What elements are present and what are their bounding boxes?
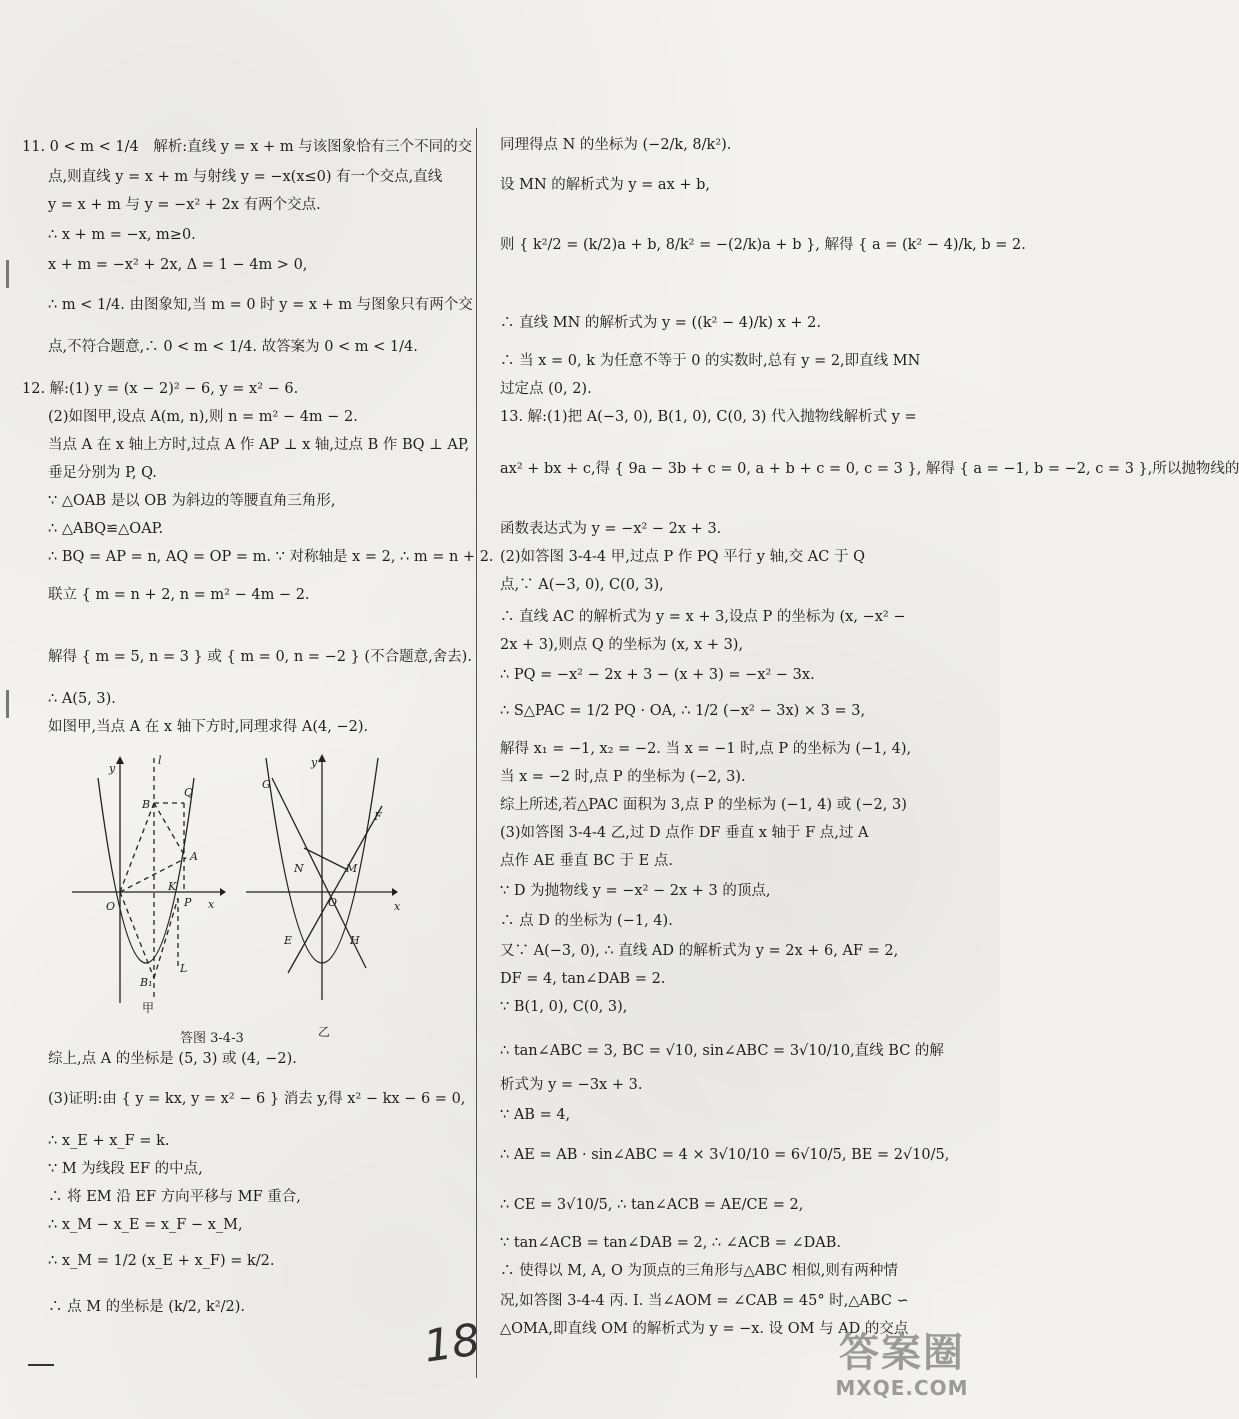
segment-OB1	[120, 892, 154, 978]
text-line: 过定点 (0, 2).	[500, 381, 592, 397]
text-line: ∴ x + m = −x, m≥0.	[48, 227, 196, 243]
text-line: ∵ M 为线段 EF 的中点,	[48, 1161, 203, 1177]
text-line: ∵ D 为抛物线 y = −x² − 2x + 3 的顶点,	[500, 883, 771, 899]
x-axis-arrow	[392, 888, 398, 896]
text-line: ∴ 直线 MN 的解析式为 y = ((k² − 4)/k) x + 2.	[500, 315, 822, 331]
segment-B1A	[154, 898, 178, 978]
label-L: L	[180, 962, 188, 975]
text-line: DF = 4, tan∠DAB = 2.	[500, 971, 666, 987]
text-line: 点作 AE 垂直 BC 于 E 点.	[500, 853, 673, 869]
label-yi: 乙	[318, 1025, 331, 1039]
text-line: ∴ S△PAC = 1/2 PQ · OA, ∴ 1/2 (−x² − 3x) × 3 = 3,	[500, 703, 866, 719]
text-line: 12. 解:(1) y = (x − 2)² − 6, y = x² − 6.	[22, 381, 299, 397]
margin-mark	[6, 690, 9, 718]
text-line: ∴ AE = AB · sin∠ABC = 4 × 3√10/10 = 6√10/5, BE = 2√10/5,	[500, 1147, 950, 1163]
label-Q: Q	[184, 786, 194, 799]
label-x: x	[394, 900, 401, 913]
label-B: B	[142, 798, 151, 811]
margin-mark	[6, 260, 9, 288]
segment-BA	[154, 803, 186, 858]
text-line: ∴ 点 D 的坐标为 (−1, 4).	[500, 913, 673, 929]
text-line: 综上所述,若△PAC 面积为 3,点 P 的坐标为 (−1, 4) 或 (−2, 3)	[500, 797, 907, 813]
label-A: A	[190, 850, 198, 863]
text-line: 则 { k²/2 = (k/2)a + b, 8/k² = −(2/k)a + b }, 解得 { a = (k² − 4)/k, b = 2.	[500, 237, 1026, 253]
label-jia: 甲	[142, 1001, 155, 1015]
text-line: ∴ PQ = −x² − 2x + 3 − (x + 3) = −x² − 3x.	[500, 667, 815, 683]
text-line: 联立 { m = n + 2, n = m² − 4m − 2.	[48, 587, 310, 603]
text-line: 垂足分别为 P, Q.	[48, 465, 157, 481]
text-line: 如图甲,当点 A 在 x 轴下方时,同理求得 A(4, −2).	[48, 719, 369, 735]
text-line: ∴ 当 x = 0, k 为任意不等于 0 的实数时,总有 y = 2,即直线 MN	[500, 353, 921, 369]
label-N: N	[294, 862, 304, 875]
text-line: ∵ tan∠ACB = tan∠DAB = 2, ∴ ∠ACB = ∠DAB.	[500, 1235, 841, 1251]
text-line: ∴ m < 1/4. 由图象知,当 m = 0 时 y = x + m 与图象只有两个交	[48, 297, 473, 313]
text-line: ∴ 将 EM 沿 EF 方向平移与 MF 重合,	[48, 1189, 301, 1205]
y-axis-arrow	[318, 754, 326, 762]
text-line: ∴ A(5, 3).	[48, 691, 116, 707]
text-line: 当点 A 在 x 轴上方时,过点 A 作 AP ⊥ x 轴,过点 B 作 BQ ⊥ AP,	[48, 437, 470, 453]
label-F: F	[374, 810, 382, 823]
label-K: K	[168, 880, 177, 893]
figure-caption: 答图 3-4-3	[180, 1031, 244, 1046]
text-line: y = x + m 与 y = −x² + 2x 有两个交点.	[48, 197, 321, 213]
text-line: 解得 x₁ = −1, x₂ = −2. 当 x = −1 时,点 P 的坐标为 (−1, 4),	[500, 741, 912, 757]
figure-yi-labels	[262, 756, 401, 947]
text-line: (2)如答图 3-4-4 甲,过点 P 作 PQ 平行 y 轴,交 AC 于 Q	[500, 549, 865, 565]
x-axis-arrow	[220, 888, 226, 896]
text-line: 11. 0 < m < 1/4 解析:直线 y = x + m 与该图象恰有三个不同的交	[22, 139, 473, 155]
label-y: y	[311, 756, 318, 769]
text-line: 析式为 y = −3x + 3.	[500, 1077, 643, 1093]
text-line: (2)如图甲,设点 A(m, n),则 n = m² − 4m − 2.	[48, 409, 358, 425]
text-line: ∴ CE = 3√10/5, ∴ tan∠ACB = AE/CE = 2,	[500, 1197, 804, 1213]
text-line: ∴ x_M − x_E = x_F − x_M,	[48, 1217, 243, 1233]
label-O: O	[106, 900, 116, 913]
text-line: ∴ 使得以 M, A, O 为顶点的三角形与△ABC 相似,则有两种情	[500, 1263, 898, 1279]
segment-NM	[304, 848, 348, 870]
text-line: ∴ tan∠ABC = 3, BC = √10, sin∠ABC = 3√10/10,直线 BC 的解	[500, 1043, 944, 1059]
label-O: O	[328, 896, 338, 909]
text-line: ∵ △OAB 是以 OB 为斜边的等腰直角三角形,	[48, 493, 336, 509]
label-M: M	[346, 862, 358, 875]
text-line: ∴ △ABQ≌△OAP.	[48, 521, 164, 537]
text-line: 点,∵ A(−3, 0), C(0, 3),	[500, 577, 664, 593]
text-line: 当 x = −2 时,点 P 的坐标为 (−2, 3).	[500, 769, 746, 785]
watermark-text: 答案圈	[839, 1330, 965, 1376]
text-line: 解得 { m = 5, n = 3 } 或 { m = 0, n = −2 } (不合题意,舍去).	[48, 649, 472, 665]
segment-OB	[120, 803, 154, 892]
label-l: l	[158, 754, 162, 767]
text-line: 设 MN 的解析式为 y = ax + b,	[500, 177, 711, 193]
text-line: 点,则直线 y = x + m 与射线 y = −x(x≤0) 有一个交点,直线	[48, 169, 443, 185]
figure-jia	[72, 756, 226, 1003]
page-number: 18	[420, 1314, 484, 1373]
text-line: 同理得点 N 的坐标为 (−2/k, 8/k²).	[500, 137, 732, 153]
text-line: 函数表达式为 y = −x² − 2x + 3.	[500, 521, 722, 537]
text-line: 点,不符合题意,∴ 0 < m < 1/4. 故答案为 0 < m < 1/4.	[48, 339, 418, 355]
text-line: ∴ 直线 AC 的解析式为 y = x + 3,设点 P 的坐标为 (x, −x² −	[500, 609, 906, 625]
watermark-url: MXQE.COM	[835, 1376, 969, 1400]
label-H: H	[350, 934, 360, 947]
text-line: 2x + 3),则点 Q 的坐标为 (x, x + 3),	[500, 637, 744, 653]
text-line: ∴ x_M = 1/2 (x_E + x_F) = k/2.	[48, 1253, 275, 1269]
text-line: ∵ AB = 4,	[500, 1107, 571, 1123]
text-line: 又∵ A(−3, 0), ∴ 直线 AD 的解析式为 y = 2x + 6, AF = 2,	[500, 943, 899, 959]
label-x: x	[208, 898, 215, 911]
label-B1: B₁	[140, 976, 153, 989]
text-line: ∴ BQ = AP = n, AQ = OP = m. ∵ 对称轴是 x = 2, ∴ m = n + 2.	[48, 549, 494, 565]
column-divider	[476, 128, 477, 1378]
footer-rule	[28, 1364, 54, 1366]
text-line: x + m = −x² + 2x, Δ = 1 − 4m > 0,	[48, 257, 308, 273]
text-line: ∵ B(1, 0), C(0, 3),	[500, 999, 628, 1015]
text-line: 况,如答图 3-4-4 丙. Ⅰ. 当∠AOM = ∠CAB = 45° 时,△ABC ∽	[500, 1293, 909, 1309]
text-line: (3)证明:由 { y = kx, y = x² − 6 } 消去 y,得 x² − kx − 6 = 0,	[48, 1091, 466, 1107]
text-line: 13. 解:(1)把 A(−3, 0), B(1, 0), C(0, 3) 代入抛物线解析式 y =	[500, 409, 917, 425]
text-line: ax² + bx + c,得 { 9a − 3b + c = 0, a + b + c = 0, c = 3 }, 解得 { a = −1, b = −2, c = 3 },所以抛物线的	[500, 461, 1239, 477]
parabola-figure	[66, 748, 406, 1048]
text-line: ∴ x_E + x_F = k.	[48, 1133, 170, 1149]
label-E: E	[284, 934, 293, 947]
text-line: 综上,点 A 的坐标是 (5, 3) 或 (4, −2).	[48, 1051, 297, 1067]
watermark-logo	[822, 1330, 982, 1410]
label-y: y	[109, 762, 116, 775]
y-axis-arrow	[116, 756, 124, 764]
text-line: (3)如答图 3-4-4 乙,过 D 点作 DF 垂直 x 轴于 F 点,过 A	[500, 825, 869, 841]
line-EF	[288, 806, 382, 973]
label-P: P	[184, 896, 192, 909]
text-line: ∴ 点 M 的坐标是 (k/2, k²/2).	[48, 1299, 246, 1315]
text-line: △OMA,即直线 OM 的解析式为 y = −x. 设 OM 与 AD 的交点	[500, 1321, 909, 1337]
label-G: G	[262, 778, 271, 791]
